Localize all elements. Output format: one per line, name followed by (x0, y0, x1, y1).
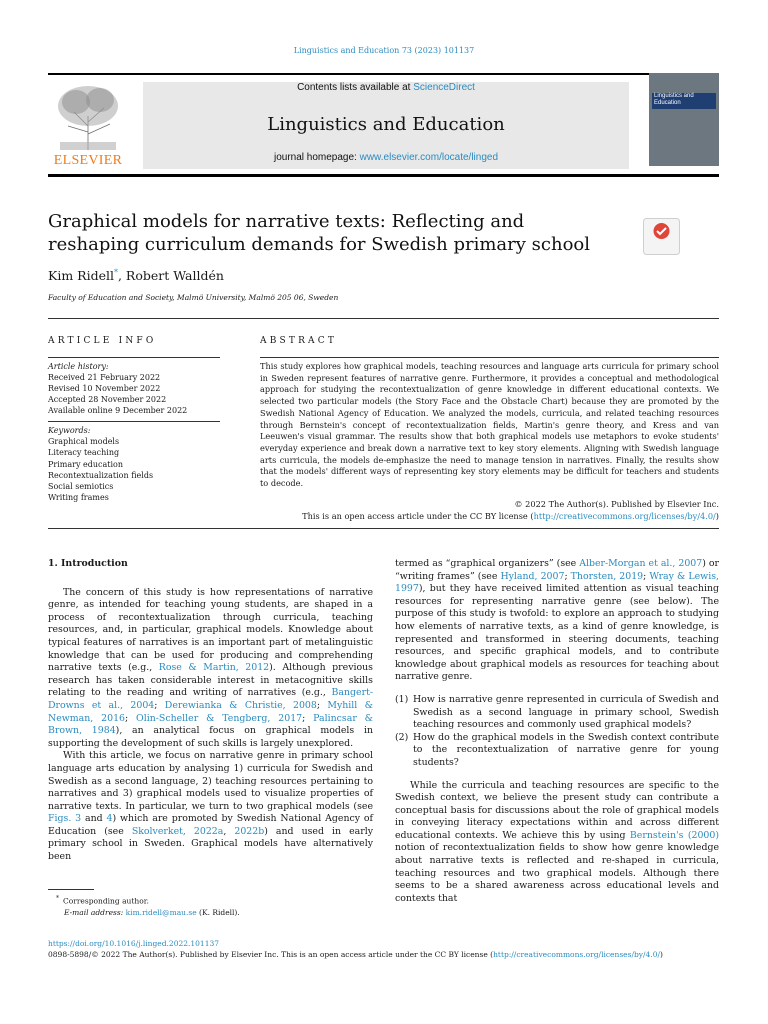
page-footer (48, 938, 719, 960)
text-run: ) which are promoted by Swedish National Agency of Education (see (48, 813, 374, 837)
corresponding-author-mark[interactable]: * (113, 268, 118, 277)
keyword: Recontextualization fields (48, 470, 154, 480)
citation-link[interactable]: Hyland, 2007 (500, 570, 565, 582)
info-rule (48, 421, 220, 422)
footnote-corresponding-text: Corresponding author. (63, 896, 149, 906)
abstract-text: This study explores how graphical models, teaching resources and language arts curricula for primary school in Sweden represent features of narrative genre. Furthermore, it provides a conceptual and methodological approach for studying the recontextualization of genre knowledge in different educational contexts. We selected two particular models (the Story Face and the Obstacle Chart) because they are promoted by the Swedish National Agency of Education. We analyzed the models, curricula, and related teaching resources through Bernstein's concept of recontextualization fields, Martin's genre theory, and Kress and van Leeuwen's visual grammar. The results show that both graphical models use metaphors to evoke students' everyday experience and break down a narrative text to key story elements. Aligning with Swedish language arts curricula, the models de-emphasize the need to manage tension in narratives. Finally, the results show that the models' different ways of representing key story elements may be difficult for teachers and students to decode. (260, 361, 719, 489)
citation-link[interactable]: Skolverket, 2022a (131, 825, 224, 837)
text-run: and (81, 813, 107, 825)
header-bottom-rule (48, 174, 719, 177)
abstract-bottom-rule (48, 528, 719, 529)
citation-link[interactable]: Olin-Scheller & Tengberg, 2017 (136, 712, 303, 724)
running-head[interactable]: Linguistics and Education 73 (2023) 101137 (293, 46, 475, 55)
footer-license-line (48, 949, 719, 960)
question-text: How is narrative genre represented in curricula of Swedish and Swedish as a second language in primary school, Swedish teaching resources and commonly used graphical models? (413, 693, 719, 731)
license-prefix: This is an open access article under the CC BY license ( (302, 511, 534, 521)
journal-name: Linguistics and Education (267, 114, 505, 135)
question-text: How do the graphical models in the Swedish context contribute to the recontextualization of narrative genre for young students? (413, 731, 719, 768)
paragraph (395, 558, 719, 684)
header-top-rule (48, 73, 719, 75)
citation-link[interactable]: 4 (106, 813, 113, 825)
text-run: notion of recontextualization fields to show how genre knowledge about narrative texts is reflected and re-shaped in curricula, teaching resources and two graphical models. Although there seems to be a shared awareness across educational levels and contexts that (395, 842, 719, 904)
footer-license-suffix: ) (660, 950, 663, 959)
citation-link[interactable]: Rose & Martin, 2012 (158, 662, 270, 674)
info-rule (48, 357, 220, 358)
text-run: termed as “graphical organizers” (see (395, 558, 580, 569)
paragraph (48, 587, 373, 751)
section-title: 1. Introduction (48, 558, 128, 569)
copyright-line: © 2022 The Author(s). Published by Elsevier Inc. (514, 499, 719, 509)
footer-license-link[interactable]: http://creativecommons.org/licenses/by/4.0/ (493, 950, 661, 959)
text-run: ) or “writing frames” (see (395, 558, 720, 582)
keyword: Literacy teaching (48, 448, 120, 458)
text-run: ; (643, 570, 650, 582)
abstract-heading: ABSTRACT (260, 336, 338, 346)
abstract-copyright (260, 498, 719, 522)
citation-link[interactable]: Bangert-Drowns et al., 2004 (48, 687, 373, 711)
text-run: While the curricula and teaching resources are specific to the Swedish context, we believe the present study can contribute a conceptual basis for discussions about the role of graphical models in conveying literacy expectations within and across different educational contexts. We achieve this by using (395, 779, 719, 841)
keyword: Graphical models (48, 437, 120, 447)
license-suffix: ) (715, 511, 719, 521)
cover-title: Linguistics and Education (652, 93, 716, 109)
body-column-right (395, 558, 719, 905)
author-name: Kim Ridell (48, 268, 114, 284)
keywords (48, 425, 220, 503)
keyword: Primary education (48, 459, 124, 469)
footnote-rule (48, 889, 94, 890)
text-run: ; (125, 712, 137, 724)
citation-link[interactable]: Bernstein's (2000) (629, 829, 719, 841)
homepage-prefix: journal homepage: (273, 152, 360, 163)
article-info-heading: ARTICLE INFO (48, 336, 157, 346)
license-line (260, 510, 719, 522)
journal-banner (143, 82, 629, 169)
spacer (395, 770, 719, 780)
text-run: ). Although previous research has taken considerable interest in metacognitive skills relating to the reading and writing of narratives (e.g., (48, 662, 373, 699)
text-run: With this article, we focus on narrative genre in primary school language arts education by analysing 1) curricula for Swedish and Swedish as a second language, 2) teaching resources pertaining to narratives and 3) graphical models used to visualize properties of narrative texts. In particular, we turn to two graphical models (see (48, 750, 373, 812)
history-item: Revised 10 November 2022 (48, 384, 161, 393)
keyword: Social semiotics (48, 482, 114, 492)
keyword: Writing frames (48, 493, 109, 503)
text-run: ) and used in early primary school in Sweden. Graphical models have alternatively been (48, 825, 373, 863)
text-run: ; (154, 699, 165, 711)
email-label: E-mail address: (64, 908, 126, 917)
question-number: (2) (395, 731, 409, 743)
footnotes (48, 893, 368, 919)
abstract-rule (260, 357, 719, 358)
article-history (48, 361, 220, 416)
contents-prefix: Contents lists available at (297, 82, 414, 93)
elsevier-wordmark: ELSEVIER (53, 153, 123, 168)
citation-link[interactable]: Wray & Lewis, 1997 (395, 570, 719, 595)
text-run: ; (316, 699, 328, 711)
text-run: The concern of this study is how representations of narrative genre, as intended for teaching young students, are shaped in a process of recontextualization through curricula, teaching resources, and, in particular, graphical models. Knowledge about typical features of narratives is an important part of metalinguistic knowledge that can be used for producing and comprehending narrative texts (e.g., (48, 586, 373, 674)
email-link[interactable]: kim.ridell@mau.se (125, 908, 197, 917)
history-item: Available online 9 December 2022 (48, 406, 188, 415)
footer-license-prefix: 0898-5898/© 2022 The Author(s). Published by Elsevier Inc. This is an open access article under the CC BY license ( (48, 950, 494, 959)
citation-link[interactable]: Thorsten, 2019 (570, 570, 644, 582)
check-updates-icon (643, 218, 680, 255)
journal-cover-thumbnail[interactable] (649, 73, 719, 166)
doi-link[interactable]: https://doi.org/10.1016/j.linged.2022.101137 (48, 939, 220, 948)
text-run: ; (564, 570, 571, 582)
article-title: Graphical models for narrative texts: Reflecting and reshaping curriculum demands for Swedish primary school (48, 211, 591, 255)
history-label: Article history: (48, 362, 109, 371)
footnote-corresponding (48, 893, 368, 907)
footnote-mark: * (56, 895, 59, 902)
homepage-line (143, 152, 629, 163)
keywords-label: Keywords: (48, 426, 91, 435)
paragraph (48, 750, 373, 863)
citation-link[interactable]: Myhill & Newman, 2016 (48, 699, 373, 724)
footnote-email (48, 907, 368, 919)
paragraph (395, 780, 719, 906)
question-number: (1) (395, 693, 409, 705)
author-name: Robert Walldén (125, 268, 224, 284)
citation-link[interactable]: 2022b (234, 825, 265, 837)
citation-link[interactable]: Derewianka & Christie, 2008 (164, 699, 317, 711)
history-item: Accepted 28 November 2022 (48, 395, 167, 404)
research-question (395, 732, 719, 770)
history-item: Received 21 February 2022 (48, 373, 161, 382)
contents-line (143, 82, 629, 93)
authors-line (48, 268, 224, 283)
text-run: ), but they have received limited attention as visual teaching resources for representing narrative genre (see below). The purpose of this study is twofold: to explore an approach to studying how elements of narrative texts, as a kind of genre knowledge, is represented and transformed in steering documents, teaching resources, and specific graphical models, and to contribute knowledge about graphical models as resources for teaching about narrative genre. (395, 583, 719, 683)
title-bottom-rule (48, 318, 719, 319)
sciencedirect-link[interactable]: ScienceDirect (413, 82, 475, 93)
text-run: ), an analytical focus on graphical models in supporting the development of such skills is largely unexplored. (48, 725, 373, 749)
email-suffix: (K. Ridell). (196, 908, 240, 917)
spacer (395, 684, 719, 694)
homepage-link[interactable]: www.elsevier.com/locate/linged (359, 152, 499, 163)
body-column-left (48, 558, 373, 864)
check-for-updates-badge[interactable] (643, 218, 680, 255)
affiliation: Faculty of Education and Society, Malmö University, Malmö 205 06, Sweden (48, 293, 339, 302)
citation-link[interactable]: Alber-Morgan et al., 2007 (579, 558, 703, 569)
text-run: ; (302, 712, 314, 724)
citation-link[interactable]: Figs. 3 (48, 813, 82, 825)
author-separator: , (117, 268, 126, 284)
research-question (395, 694, 719, 732)
license-link[interactable]: http://creativecommons.org/licenses/by/4.0/ (533, 511, 716, 521)
citation-link[interactable]: Palincsar & Brown, 1984 (48, 712, 374, 737)
text-run: , (223, 825, 235, 837)
